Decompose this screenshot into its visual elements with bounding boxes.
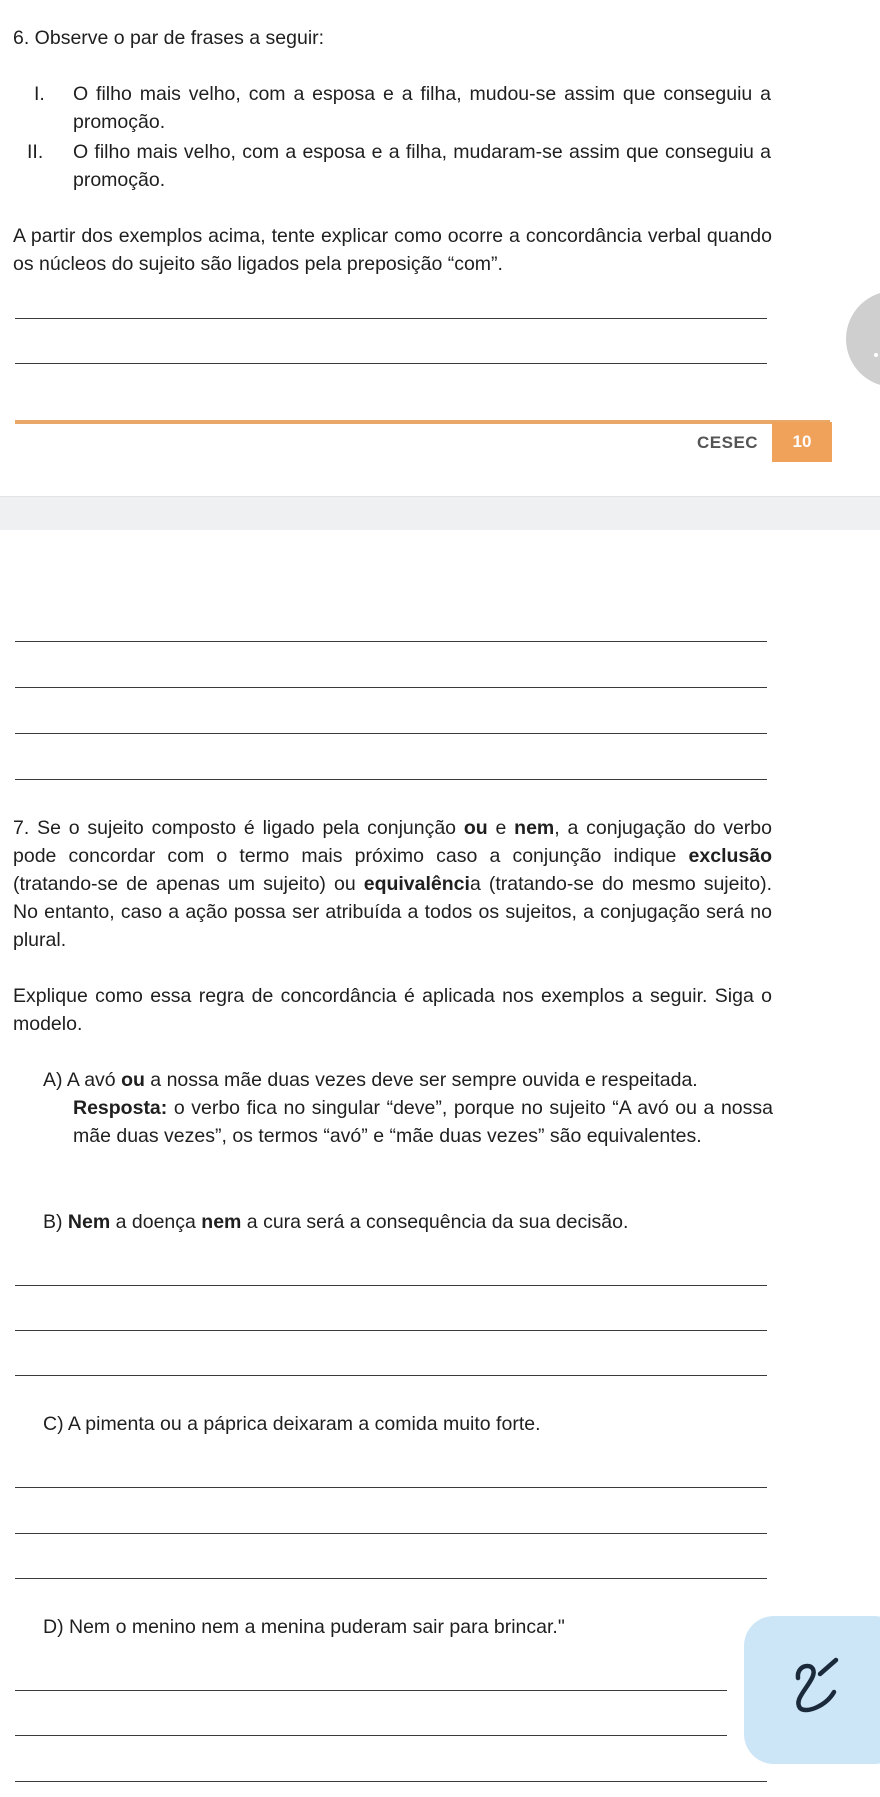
footer-rule [15,420,830,424]
answer-label: Resposta: [73,1097,168,1119]
answer-line[interactable] [15,1533,767,1534]
bold-exclusao: exclusão [688,845,772,867]
answer-line[interactable] [15,733,767,734]
example-c-sentence: C) A pimenta ou a páprica deixaram a comida muito forte. [43,1413,541,1435]
answer-line[interactable] [15,641,767,642]
item-1-text: O filho mais velho, com a esposa e a filha, mudou-se assim que conseguiu a promoção. [73,83,771,133]
answer-line[interactable] [15,687,767,688]
page-number-badge: 10 [772,422,832,462]
edit-pen-icon [790,1656,846,1718]
question-7-instruction: Explique como essa regra de concordância é aplicada nos exemplos a seguir. Siga o modelo. [13,985,772,1035]
question-6-prompt: 6. Observe o par de frases a seguir: [13,27,325,49]
answer-line[interactable] [15,1375,767,1376]
item-2-text: O filho mais velho, com a esposa e a filha, mudaram-se assim que conseguiu a promoção. [73,141,771,191]
answer-line[interactable] [15,779,767,780]
bold-nem: nem [514,817,555,839]
page-bottom [0,530,880,1797]
side-panel-handle[interactable] [846,291,880,387]
answer-line[interactable] [15,1330,767,1331]
answer-line[interactable] [15,318,767,319]
handle-dot-icon [874,353,878,357]
item-1-marker: I. [34,83,45,105]
answer-line[interactable] [15,1285,767,1286]
answer-line[interactable] [15,1578,767,1579]
example-b-sentence: B) Nem a doença nem a cura será a consequência da sua decisão. [43,1211,629,1233]
bold-equivalencia: equivalênci [363,873,470,895]
page-separator [0,496,880,531]
edit-button[interactable] [744,1616,880,1764]
answer-line[interactable] [15,1781,767,1782]
page-top [0,0,880,496]
example-a-sentence: A) A avó ou a nossa mãe duas vezes deve ser sempre ouvida e respeitada. [43,1069,698,1091]
answer-line[interactable] [15,1690,727,1691]
item-2-marker: II. [27,141,44,163]
answer-line[interactable] [15,363,767,364]
answer-line[interactable] [15,1487,767,1488]
question-6-instruction: A partir dos exemplos acima, tente explicar como ocorre a concordância verbal quando os núcleos do sujeito são ligados pela preposição “com”. [13,225,772,275]
bold-ou: ou [463,817,488,839]
example-d-sentence: D) Nem o menino nem a menina puderam sair para brincar." [43,1616,565,1638]
example-a-answer: Resposta: o verbo fica no singular “deve”, porque no sujeito “A avó ou a nossa mãe duas vezes”, os termos “avó” e “mãe duas vezes” são equivalentes. [73,1097,773,1147]
footer-brand: CESEC [697,433,759,452]
answer-line[interactable] [15,1735,727,1736]
question-7-rule: 7. Se o sujeito composto é ligado pela conjunção ou e nem, a conjugação do verbo pode concordar com o termo mais próximo caso a conjunção indique exclusão (tratando-se de apenas um sujeito) ou equivalência (tratando-se do mesmo sujeito). No entanto, caso a ação possa ser atribuída a todos os sujeitos, a conjugação será no plural. [13,817,772,951]
